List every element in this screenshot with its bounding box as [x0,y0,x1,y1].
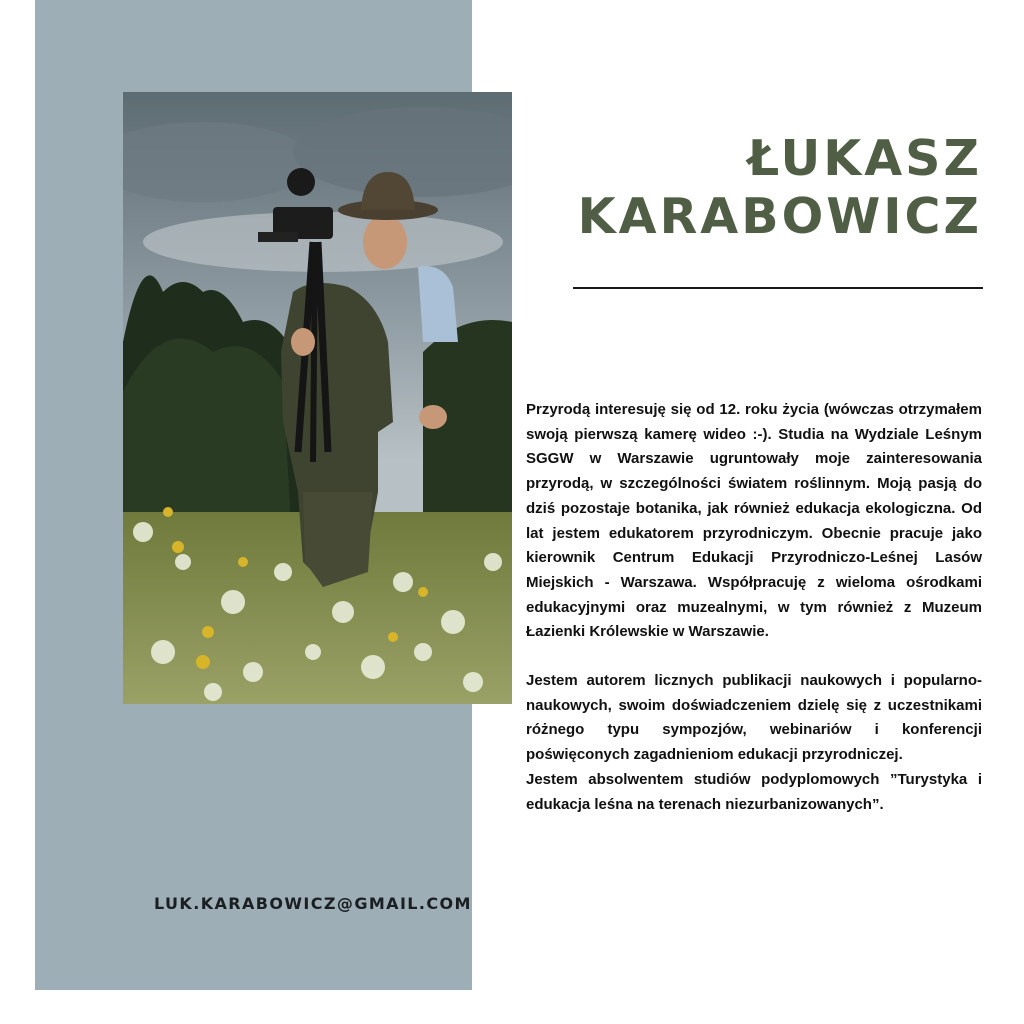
person-name [542,130,982,246]
bio-paragraph: Przyrodą interesuję się od 12. roku życia (wówczas otrzymałem swoją pierwszą kamerę wideo :-). Studia na Wydziale Leśnym SGGW w Warszawie ugruntowały moje zainteresowania przyrodą, w szczególności światem roślinnym. Moją pasją do dziś pozostaje botanika, jak również edukacja ekologiczna. Od lat jestem edukatorem przyrodniczym. Obecnie pracuje jako kierownik Centrum Edukacji Przyrodniczo-Leśnej Lasów Miejskich - Warszawa. Współpracuję z wieloma ośrodkami edukacyjnymi oraz muzealnymi, w tym również z Muzeum Łazienki Królewskie w Warszawie. [526,401,982,641]
contact-email[interactable]: LUK.KARABOWICZ@GMAIL.COM [154,894,472,913]
profile-photo [123,92,512,704]
bio-paragraph: Jestem absolwentem studiów podyplomowych ”Turystyka i edukacja leśna na terenach niezurbanizowanych”. [526,770,982,813]
bio-text [526,398,982,817]
divider-line [573,287,983,289]
last-name: KARABOWICZ [577,188,982,245]
first-name: ŁUKASZ [747,130,982,187]
bio-paragraph: Jestem autorem licznych publikacji naukowych i popularno-naukowych, swoim doświadczeniem dzielę się z uczestnikami różnego typu sympozjów, webinariów i konferencji poświęconych zagadnieniom edukacji przyrodniczej. [526,672,982,764]
